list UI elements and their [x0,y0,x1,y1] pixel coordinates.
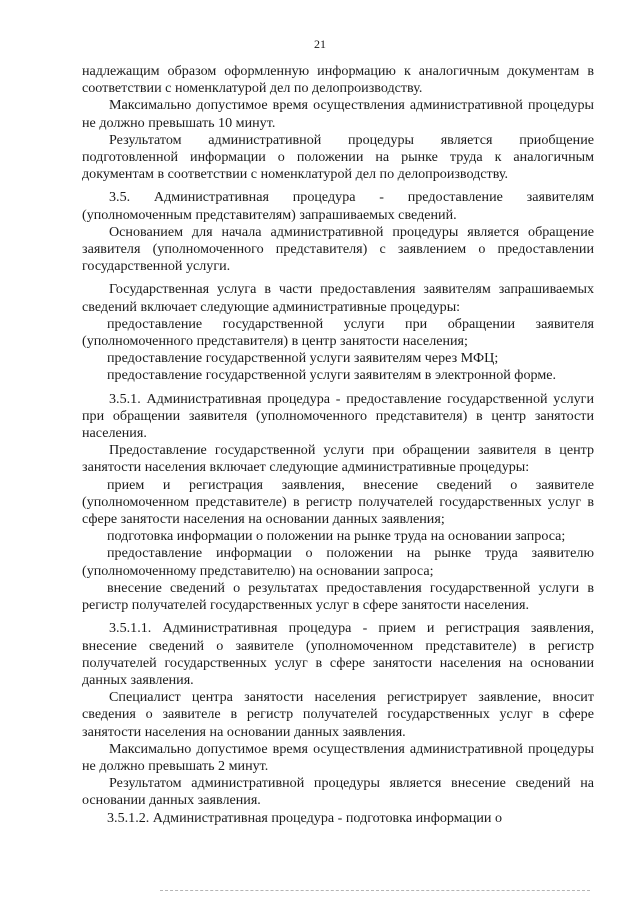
document-body [82,63,594,827]
list-item-provide-info: предоставление информации о положении на рынке труда заявителю (уполномоченному представителю) на основании запроса; [82,545,594,579]
page-number: 21 [314,37,326,51]
paragraph-specialist-registers: Специалист центра занятости населения регистрирует заявление, вносит сведения о заявителе в регистр получателей государственных услуг в сфере занятости населения на основании данных заявления. [82,689,594,740]
paragraph-continuation: надлежащим образом оформленную информацию к аналогичным документам в соответствии с номенклатурой дел по делопроизводству. [82,63,594,97]
paragraph-max-time-10: Максимально допустимое время осуществления административной процедуры не должно превышать 10 минут. [82,97,594,131]
list-item-center: предоставление государственной услуги при обращении заявителя (уполномоченного представителя) в центр занятости населения; [82,315,594,350]
footer-divider [160,890,590,891]
section-3-5-heading: 3.5. Административная процедура - предоставление заявителям (уполномоченным представителям) запрашиваемых сведений. [82,189,594,223]
list-item-record-results: внесение сведений о результатах предоставления государственной услуги в регистр получателей государственных услуг в сфере занятости населения. [82,579,594,614]
list-item-prepare-info: подготовка информации о положении на рынке труда на основании запроса; [107,528,566,545]
list-item-registration: прием и регистрация заявления, внесение сведений о заявителе (уполномоченном представителе) в регистр получателей государственных услуг в сфере занятости населения на основании данных заявления; [82,476,594,528]
paragraph-center-includes: Предоставление государственной услуги при обращении заявителя в центр занятости населения включает следующие административные процедуры: [82,442,594,476]
section-3-5-1-2-heading: 3.5.1.2. Административная процедура - подготовка информации о [107,809,502,826]
list-item-mfc: предоставление государственной услуги заявителям через МФЦ; [107,350,499,367]
paragraph-service-includes: Государственная услуга в части предоставления заявителям запрашиваемых сведений включает следующие административные процедуры: [82,281,594,315]
paragraph-max-time-2: Максимально допустимое время осуществления административной процедуры не должно превышать 2 минут. [82,740,594,774]
paragraph-basis: Основанием для начала административной процедуры является обращение заявителя (уполномоченного представителя) с заявлением о предоставлении государственной услуги. [82,223,594,275]
section-3-5-1-heading: 3.5.1. Административная процедура - предоставление государственной услуги при обращении заявителя (уполномоченного представителя) в центр занятости населения. [82,390,594,442]
paragraph-result-attach: Результатом административной процедуры является приобщение подготовленной информации о положении на рынке труда к аналогичным документам в соответствии с номенклатурой дел по делопроизводству. [82,131,594,183]
list-item-electronic: предоставление государственной услуги заявителям в электронной форме. [107,367,557,384]
section-3-5-1-1-heading: 3.5.1.1. Административная процедура - прием и регистрация заявления, внесение сведений о заявителе (уполномоченном представителе) в регистр получателей государственных услуг в сфере занятости населения на основании данных заявления. [82,620,594,688]
paragraph-result-record: Результатом административной процедуры является внесение сведений на основании данных заявления. [82,775,594,809]
